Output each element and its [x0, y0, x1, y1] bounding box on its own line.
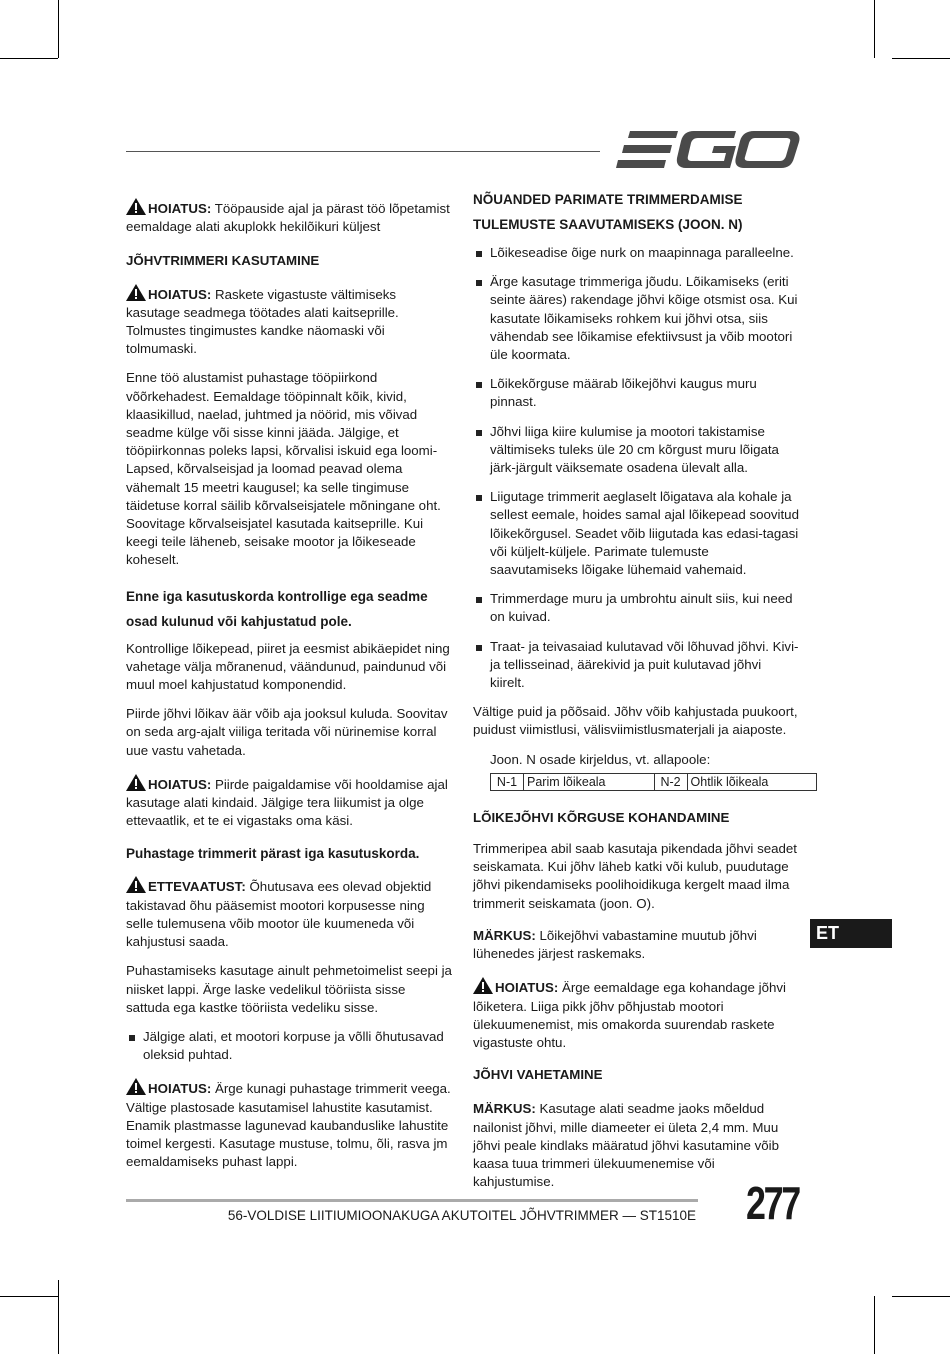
table-row — [491, 773, 817, 790]
bullet-square-icon — [476, 645, 482, 651]
note-text: Kasutage alati seadme jaoks mõeldud nailonist jõhvi, mille diameeter ei ületa 2,4 mm. Muu jõhvi peale kindlaks määratud jõhvi kasutamine võib kaasa tuua trimmeri ülekuumenemise või kahjustumise. — [473, 1101, 779, 1190]
paragraph: Piirde jõhvi lõikav äär võib aja jooksul kuluda. Soovitav on seda arg-ajalt viiliga teritada või nürinemise korral uue vastu vahetada. — [126, 706, 448, 758]
warning-block — [126, 1078, 452, 1171]
section-heading: Puhastage trimmerit pärast iga kasutuskorda. — [126, 846, 420, 862]
warning-label: HOIATUS: — [148, 201, 212, 216]
caution-label: ETTEVAATUST: — [148, 879, 246, 895]
warning-text: Piirde paigaldamise või hooldamise ajal kasutage alati kindaid. Jälgige tera liikumist ja olge ettevaatlik, et te ei vigastaks oma käsi. — [126, 776, 448, 829]
warning-block — [126, 774, 452, 831]
bullet-square-icon — [476, 280, 482, 286]
bullet-square-icon — [129, 1035, 135, 1041]
legend-caption: Joon. N osade kirjeldus, vt. allapoole: — [490, 751, 711, 767]
bullet-square-icon — [476, 430, 482, 436]
list-item: Lõikekõrguse määrab lõikejõhvi kaugus muru pinnast. — [473, 375, 799, 411]
crop-mark — [58, 0, 59, 58]
list-item: Liigutage trimmerit aeglaselt lõigatava ala kohale ja sellest eemale, hoides samal ajal lõikepead soovitud lõikekõrgusel. Seadet võib liigutada kas edasi-tagasi või küljelt-küljele. Parimate tulemuste saavutamiseks lõigake lühemaid vahemaid. — [473, 488, 799, 579]
crop-mark — [58, 1280, 59, 1354]
note-label: MÄRKUS: — [473, 927, 536, 943]
warning-text: Ärge kunagi puhastage trimmerit veega. Vältige plastosade kasutamisel lahustite kasutamist. Enamik plastmasse lagunevad kaubanduslike lahustite toimel kergesti. Kasutage mustuse, tolmu, õli, rasva jm eemaldamiseks puhast lappi. — [126, 1081, 451, 1170]
section-heading: JÕHVI VAHETAMINE — [473, 1067, 603, 1083]
note-text: Lõikejõhvi vabastamine muutub jõhvi lühenedes järjest raskemaks. — [473, 927, 757, 962]
section-heading: Enne iga kasutuskorda kontrollige ega seadme osad kulunud või kahjustatud pole. — [126, 588, 428, 629]
section-heading: JÕHVTRIMMERI KASUTAMINE — [126, 253, 320, 269]
bullet-square-icon — [476, 251, 482, 257]
bullet-square-icon — [476, 382, 482, 388]
list-item: Lõikeseadise õige nurk on maapinnaga paralleelne. — [473, 244, 799, 262]
bullet-list — [126, 1028, 452, 1064]
warning-text: Raskete vigastuste vältimiseks kasutage seadmega töötades alati kaitseprille. Tolmustes tingimustes kandke näomaski või tolmumaski. — [126, 286, 399, 357]
crop-mark — [0, 1296, 58, 1297]
crop-mark — [892, 58, 950, 59]
warning-block — [126, 284, 452, 359]
left-column — [126, 198, 452, 1182]
crop-mark — [892, 1296, 950, 1297]
footer-title: 56-VOLDISE LIITIUMIOONAKUGA AKUTOITEL JÕHVTRIMMER — ST1510E — [227, 1208, 696, 1223]
list-item: Ärge kasutage trimmeriga jõudu. Lõikamiseks (eriti seinte ääres) rakendage jõhvi kõige otsmist osa. Kui kasutate lõikamiseks rohkem kui jõhvi otsa, siis vähendab see lõikamise efektiivsust ja võib mootori üle koormata. — [473, 273, 799, 364]
note-block — [473, 927, 799, 963]
ego-logo — [616, 129, 800, 176]
legend-code: N-2 — [654, 773, 687, 790]
right-column — [473, 187, 799, 1202]
warning-text: Tööpauside ajal ja pärast töö lõpetamist eemaldage alati akuplokk hekilõikuri küljest — [126, 201, 450, 235]
list-item: Jälgige alati, et mootori korpuse ja võlli õhutusavad oleksid puhtad. — [126, 1028, 452, 1064]
warning-block — [473, 977, 799, 1052]
paragraph: Vältige puid ja põõsaid. Jõhv võib kahjustada puukoort, puidust viimistlusi, välisviimistlusmaterjali ja aiaposte. — [473, 704, 798, 738]
paragraph: Enne töö alustamist puhastage tööpiirkond võõrkehadest. Eemaldage tööpinnalt kõik, kivid, klaasikillud, naelad, juhtmed ja nöörid, mis võivad seadme külge või sisse kinni jääda. Jälgige, et tööpiirkonnas poleks lapsi, kõrvalisi iskuid ega loomi- Lapsed, kõrvalseisjad ja loomad peavad olema vähemalt 15 meetri kaugusel; ka selle tingimuse täidetuse korral säilib kõrvalseisjatele mõningane oht. Soovitage kõrvalseisjatel kasutada kaitseprille. Kui keegi teile läheneb, seisake mootor ja lõikeseade koheselt. — [126, 370, 441, 568]
warning-label: HOIATUS: — [495, 980, 559, 996]
warning-label: HOIATUS: — [148, 1081, 212, 1097]
bullet-square-icon — [476, 597, 482, 603]
caution-text: Õhutusava ees olevad objektid takistavad õhu pääsemist mootori korpusesse ning selle tulemusena võib mootor üle kuumeneda või kahjustusi saada. — [126, 879, 432, 950]
paragraph: Puhastamiseks kasutage ainult pehmetoimelist seepi ja niisket lappi. Ärge laske vedelikul tööriista sisse sattuda ega kastke tööriista vedeliku sisse. — [126, 963, 452, 1015]
legend-table — [490, 773, 817, 791]
list-item: Jõhvi liiga kiire kulumise ja mootori takistamise vältimiseks tuleks üle 20 cm kõrgust muru lõigata järk-järgult väiksemate osadena ülevalt alla. — [473, 423, 799, 478]
bullet-square-icon — [476, 495, 482, 501]
legend-label: Parim lõikeala — [524, 773, 655, 790]
page-number: 277 — [746, 1177, 799, 1229]
crop-mark — [874, 0, 875, 58]
warning-icon — [126, 876, 146, 893]
note-label: MÄRKUS: — [473, 1101, 536, 1117]
warning-icon — [126, 774, 146, 791]
crop-mark — [0, 58, 58, 59]
warning-block — [126, 198, 452, 236]
warning-icon — [473, 977, 493, 994]
paragraph: Trimmeripea abil saab kasutaja pikendada jõhvi seadet seiskamata. Kui jõhv läheb katki või kulub, puudutage jõhvi pikendamiseks poolihoidikuga kergelt maad ilma trimmerit seiskamata (joon. O). — [473, 841, 797, 911]
section-heading: NÕUANDED PARIMATE TRIMMERDAMISE TULEMUSTE SAAVUTAMISEKS (JOON. N) — [473, 192, 743, 232]
language-tab: ET — [810, 919, 892, 948]
crop-mark — [874, 1296, 875, 1354]
warning-text: Ärge eemaldage ega kohandage jõhvi lõiketera. Liiga pikk jõhv põhjustab mootori ülekuumenemist, mis omakorda suurendab raskete vigastuste ohtu. — [473, 980, 786, 1050]
header-rule — [126, 151, 600, 152]
warning-icon — [126, 198, 146, 215]
warning-icon — [126, 1078, 146, 1095]
caution-block — [126, 876, 452, 951]
bullet-list — [473, 244, 799, 692]
warning-label: HOIATUS: — [148, 776, 212, 792]
list-item: Trimmerdage muru ja umbrohtu ainult siis, kui need on kuivad. — [473, 590, 799, 626]
warning-icon — [126, 284, 146, 301]
legend-label: Ohtlik lõikeala — [687, 773, 816, 790]
list-item: Traat- ja teivasaiad kulutavad või lõhuvad jõhvi. Kivi- ja tellisseinad, äärekivid ja puit kulutavad jõhvi kiirelt. — [473, 638, 799, 693]
warning-label: HOIATUS: — [148, 286, 212, 302]
footer-rule — [126, 1199, 698, 1202]
legend-code: N-1 — [491, 773, 524, 790]
section-heading: LÕIKEJÕHVI KÕRGUSE KOHANDAMINE — [473, 809, 730, 825]
paragraph: Kontrollige lõikepead, piiret ja eesmist abikäepidet ning vahetage välja mõranenud, väändunud, paindunud või muul moel kahjustatud komponendid. — [126, 640, 450, 693]
